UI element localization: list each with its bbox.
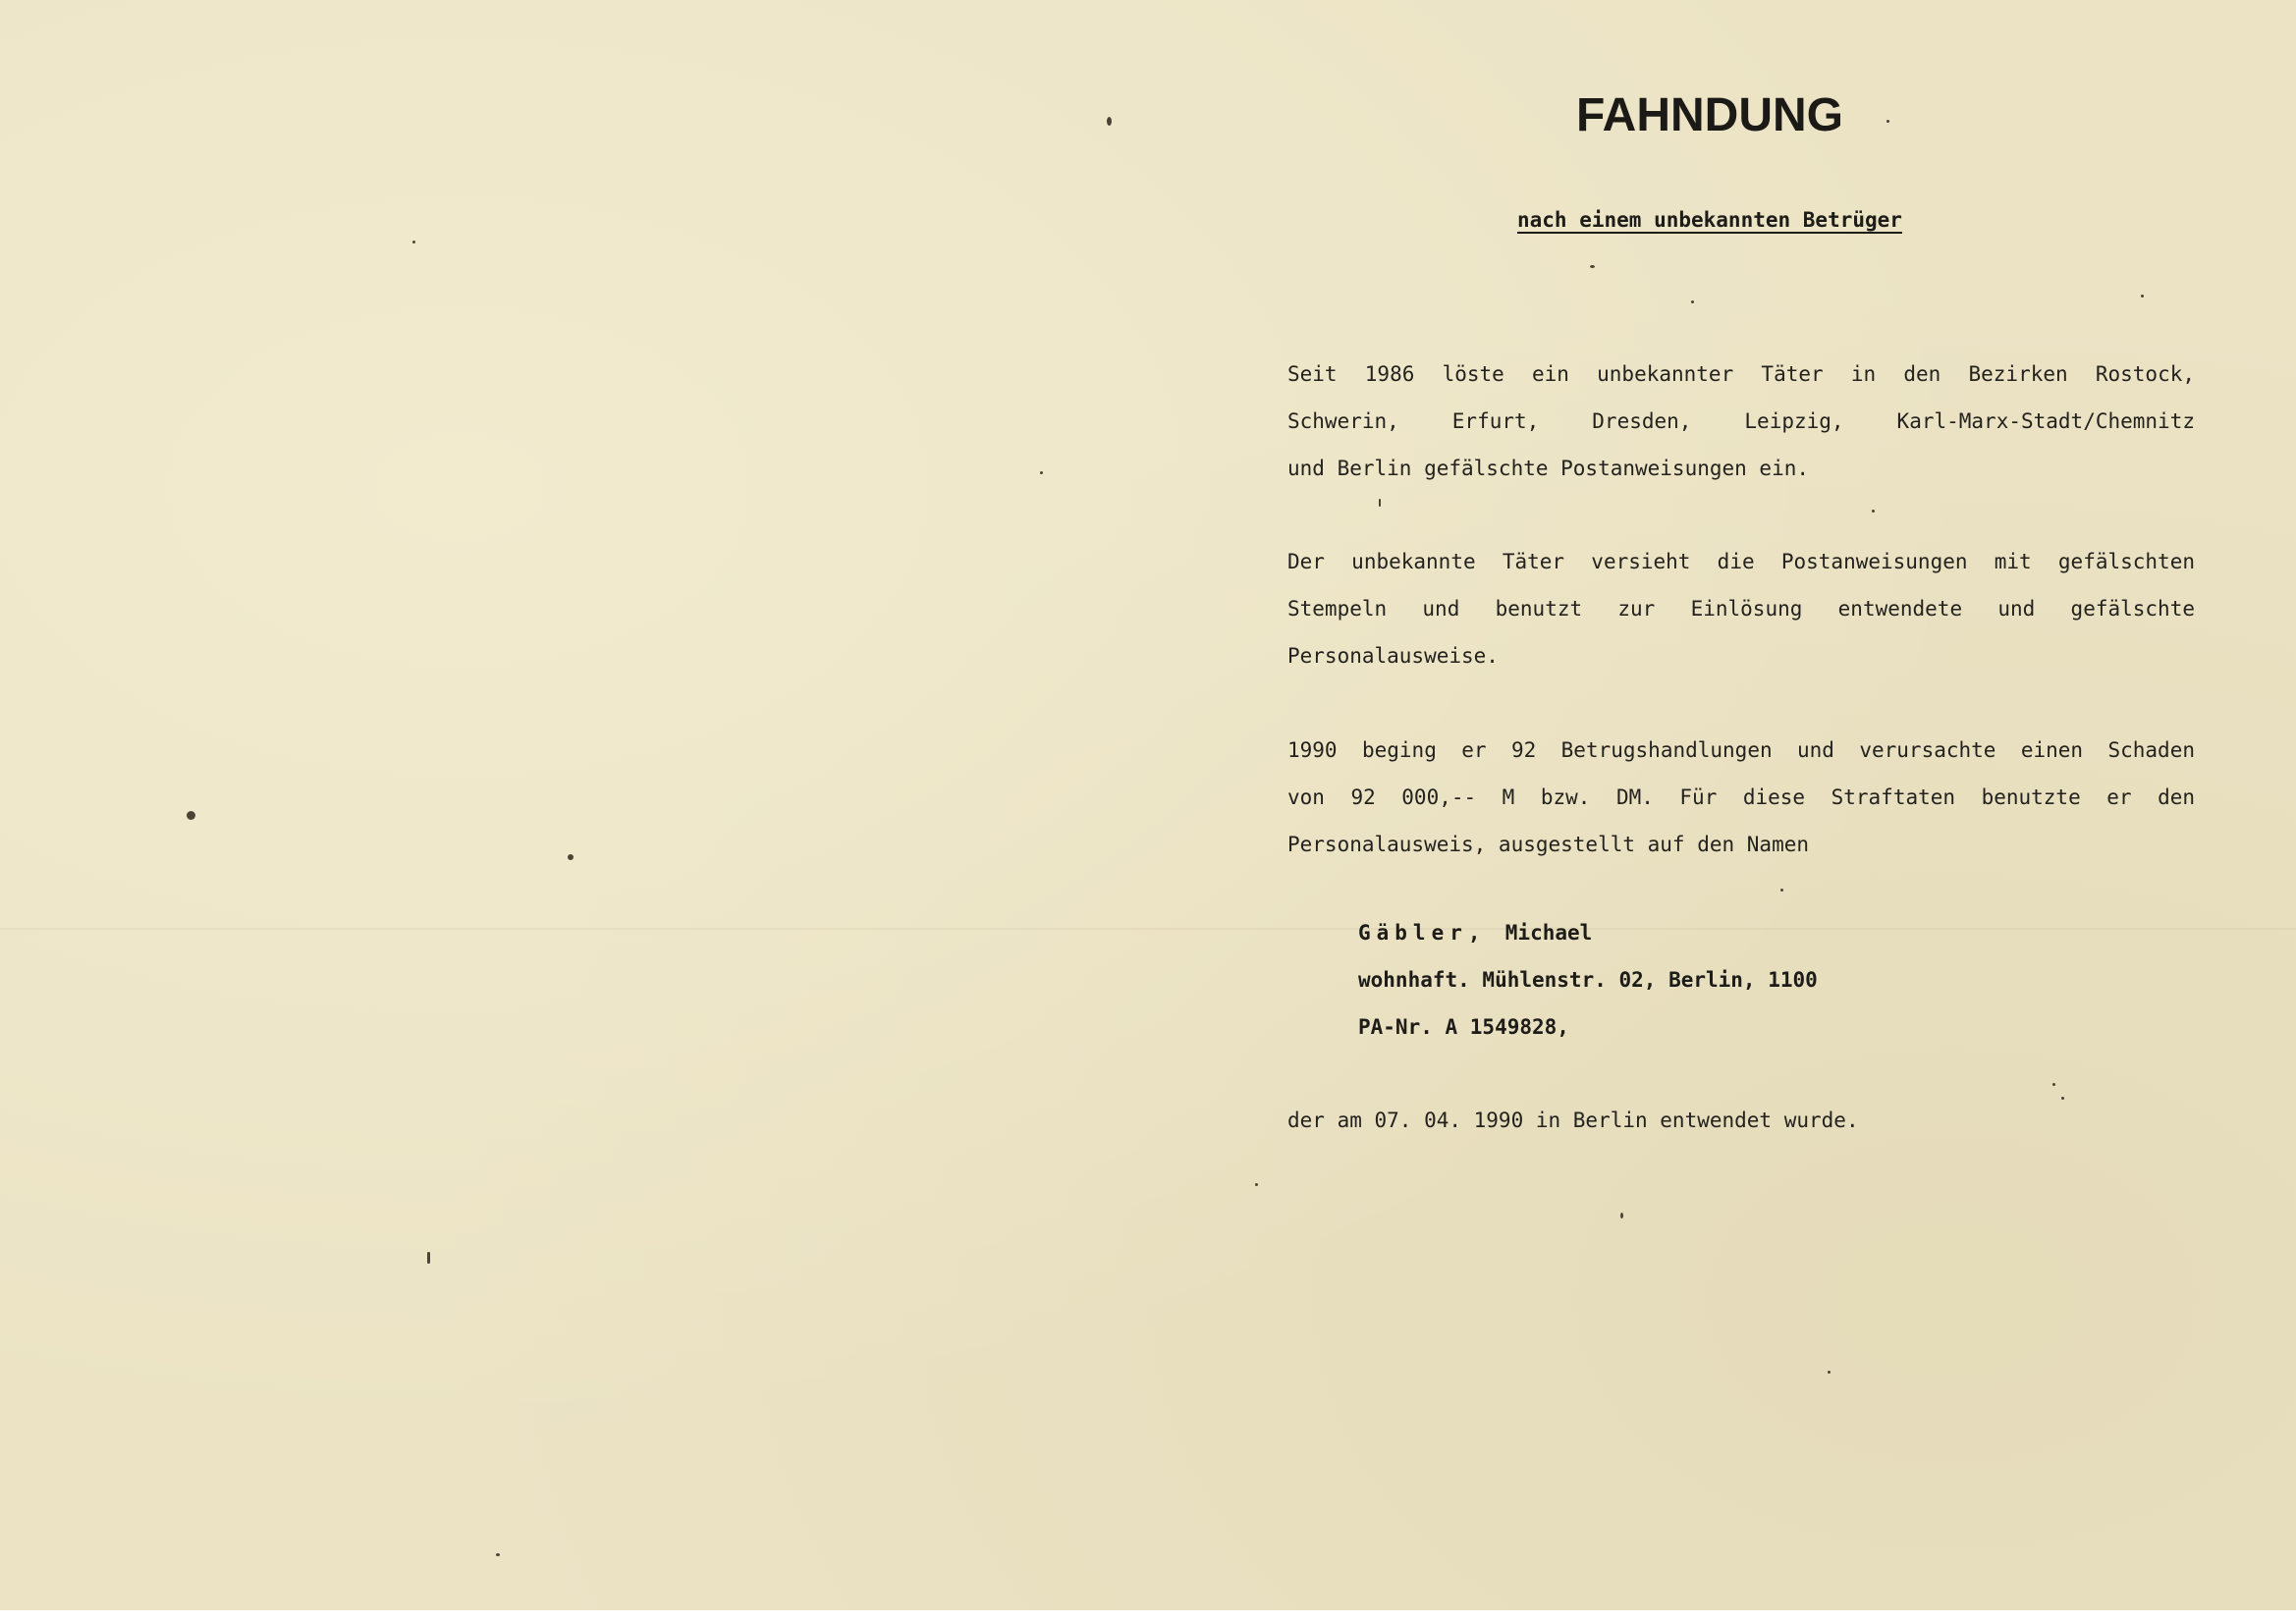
- speck: [1379, 499, 1381, 507]
- paragraph-damage: [1287, 727, 2195, 868]
- speck: [1886, 120, 1889, 123]
- text-line: Der unbekannte Täter versieht die Postanweisungen mit gefälschten: [1287, 550, 2195, 573]
- speck: [1620, 1213, 1623, 1218]
- person-firstname: , Michael: [1467, 921, 1593, 945]
- person-id-number: PA-Nr. A 1549828,: [1358, 1015, 1569, 1039]
- closing-line: der am 07. 04. 1990 in Berlin entwendet wurde.: [1287, 1109, 1859, 1132]
- document-title: FAHNDUNG: [1576, 89, 1843, 141]
- speck: [2061, 1097, 2064, 1100]
- paragraph-offences: [1287, 351, 2195, 492]
- scan-edge: [0, 1610, 2296, 1624]
- identity-block: [1358, 909, 1818, 1051]
- speck: [1107, 117, 1112, 126]
- speck: [1872, 510, 1875, 513]
- speck: [568, 854, 574, 860]
- speck: [1691, 300, 1694, 303]
- text-line: Personalausweise.: [1287, 644, 1499, 668]
- person-address: wohnhaft. Mühlenstr. 02, Berlin, 1100: [1358, 968, 1818, 992]
- paper-fold: [0, 928, 2296, 930]
- person-surname: Gäbler: [1358, 921, 1468, 945]
- document-subtitle: nach einem unbekannten Betrüger: [1517, 208, 1902, 232]
- person-name: [1358, 909, 1818, 956]
- text-line: Stempeln und benutzt zur Einlösung entwendete und gefälschte: [1287, 597, 2195, 621]
- speck: [2052, 1083, 2055, 1086]
- speck: [187, 811, 195, 820]
- text-line: von 92 000,-- M bzw. DM. Für diese Straftaten benutzte er den: [1287, 785, 2195, 809]
- text-line: 1990 beging er 92 Betrugshandlungen und verursachte einen Schaden: [1287, 738, 2195, 762]
- speck: [412, 241, 415, 244]
- text-line: Schwerin, Erfurt, Dresden, Leipzig, Karl-Marx-Stadt/Chemnitz: [1287, 409, 2195, 433]
- speck: [1040, 471, 1043, 474]
- text-line: und Berlin gefälschte Postanweisungen ein.: [1287, 457, 1810, 480]
- speck: [1590, 265, 1595, 268]
- speck: [496, 1553, 500, 1556]
- text-line: Seit 1986 löste ein unbekannter Täter in den Bezirken Rostock,: [1287, 362, 2195, 386]
- speck: [427, 1252, 430, 1264]
- speck: [2141, 295, 2144, 298]
- text-line: Personalausweis, ausgestellt auf den Namen: [1287, 833, 1810, 856]
- paragraph-method: [1287, 538, 2195, 679]
- speck: [1780, 889, 1783, 892]
- speck: [1828, 1371, 1831, 1374]
- speck: [1255, 1183, 1258, 1186]
